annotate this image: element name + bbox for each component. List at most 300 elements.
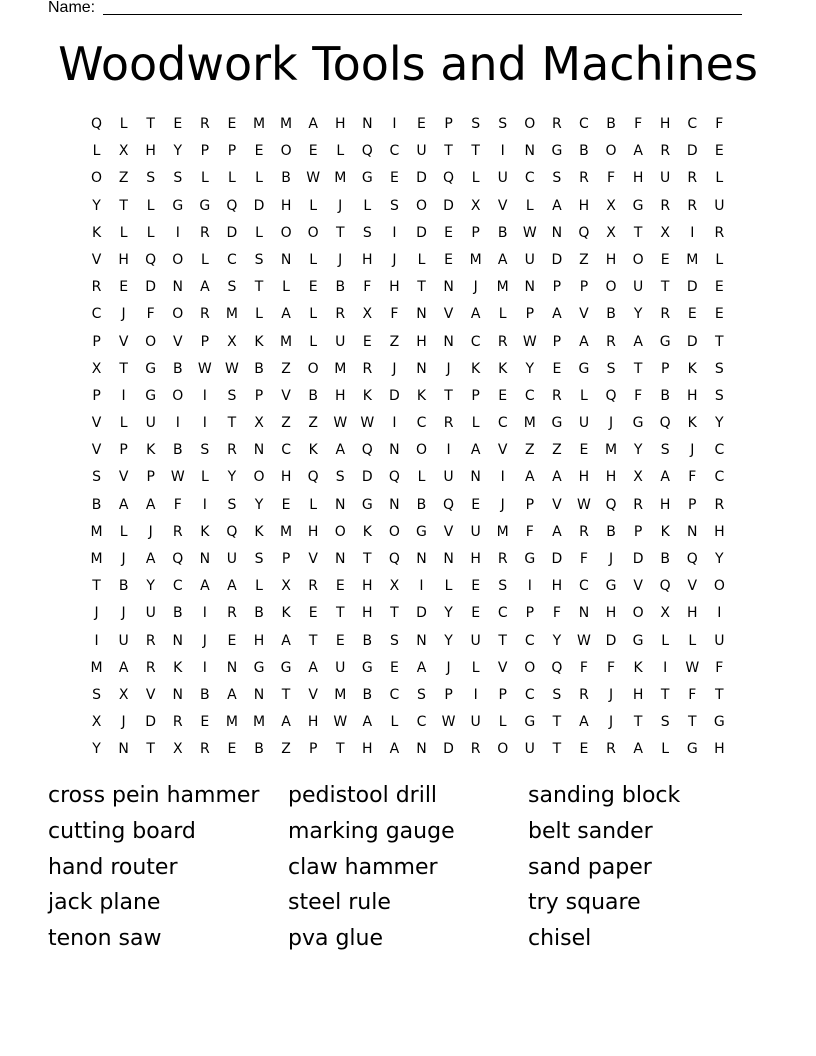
grid-letter: N: [253, 442, 265, 459]
grid-letter: I: [94, 632, 99, 649]
grid-letter: R: [660, 306, 671, 323]
grid-letter: F: [363, 279, 372, 296]
grid-letter: R: [606, 741, 616, 758]
grid-letter: H: [578, 469, 590, 486]
grid-letter: O: [172, 306, 184, 323]
grid-letter: P: [525, 605, 535, 622]
grid-letter: B: [172, 360, 183, 377]
grid-letter: I: [202, 387, 207, 404]
grid-letter: A: [389, 741, 400, 758]
grid-letter: N: [172, 686, 184, 703]
grid-letter: B: [172, 605, 183, 622]
grid-letter: G: [659, 333, 671, 350]
grid-letter: L: [92, 143, 101, 160]
grid-letter: Q: [226, 197, 238, 214]
grid-letter: F: [579, 551, 588, 567]
grid-letter: M: [252, 116, 266, 132]
grid-letter: G: [416, 523, 427, 540]
grid-letter: E: [471, 605, 481, 622]
grid-letter: T: [552, 741, 562, 758]
grid-letter: A: [633, 143, 643, 160]
grid-letter: L: [498, 714, 507, 731]
grid-letter: B: [254, 360, 264, 377]
grid-letter: L: [336, 143, 345, 160]
grid-row: [83, 709, 733, 736]
grid-letter: J: [608, 714, 614, 731]
grid-letter: W: [685, 659, 700, 676]
grid-letter: C: [172, 578, 183, 595]
grid-letter: O: [605, 279, 617, 296]
grid-letter: I: [500, 469, 505, 486]
grid-letter: N: [253, 686, 265, 703]
grid-letter: P: [471, 387, 480, 404]
grid-letter: D: [443, 197, 454, 214]
grid-letter: U: [524, 741, 535, 758]
grid-letter: L: [498, 306, 507, 323]
grid-letter: E: [660, 251, 670, 268]
grid-letter: V: [118, 469, 129, 486]
grid-letter: G: [632, 197, 644, 214]
grid-row: [83, 736, 733, 763]
grid-letter: D: [145, 714, 157, 731]
grid-letter: X: [91, 714, 102, 731]
grid-letter: H: [389, 279, 400, 296]
grid-letter: H: [362, 741, 373, 758]
grid-letter: B: [200, 686, 210, 703]
grid-letter: M: [334, 686, 347, 703]
grid-letter: Z: [281, 360, 291, 377]
grid-letter: B: [118, 578, 129, 595]
grid-letter: K: [173, 659, 183, 676]
grid-letter: Q: [443, 170, 455, 187]
grid-letter: F: [606, 659, 616, 676]
grid-letter: A: [281, 714, 291, 731]
grid-letter: L: [661, 632, 670, 649]
grid-letter: H: [714, 523, 725, 540]
grid-letter: L: [417, 251, 426, 268]
grid-letter: E: [308, 143, 318, 160]
grid-letter: U: [470, 714, 481, 731]
grid-letter: A: [145, 496, 156, 513]
grid-letter: F: [688, 686, 697, 703]
grid-letter: C: [524, 686, 535, 703]
grid-letter: E: [308, 605, 318, 622]
grid-letter: T: [715, 333, 724, 350]
grid-letter: Q: [578, 224, 590, 241]
grid-letter: U: [145, 605, 156, 622]
grid-letter: K: [416, 387, 427, 404]
grid-letter: F: [715, 659, 724, 676]
grid-letter: R: [470, 741, 481, 758]
grid-letter: P: [525, 306, 535, 323]
grid-letter: V: [308, 686, 318, 703]
grid-row: [83, 655, 733, 682]
grid-letter: H: [686, 387, 698, 404]
grid-row: [83, 165, 733, 192]
name-label: Name:: [48, 0, 96, 16]
grid-letter: T: [119, 360, 128, 377]
grid-letter: O: [172, 251, 184, 268]
grid-letter: L: [444, 578, 453, 595]
grid-letter: F: [579, 659, 588, 676]
grid-letter: N: [470, 469, 481, 486]
grid-letter: R: [552, 116, 562, 132]
grid-letter: D: [416, 224, 427, 241]
grid-letter: C: [227, 251, 237, 268]
grid-letter: H: [605, 251, 617, 268]
grid-letter: D: [253, 197, 265, 214]
grid-letter: E: [471, 496, 481, 513]
grid-letter: R: [606, 333, 616, 350]
grid-letter: H: [334, 387, 346, 404]
grid-letter: F: [390, 306, 399, 323]
grid-letter: V: [281, 387, 291, 404]
grid-letter: L: [525, 197, 534, 214]
grid-letter: P: [579, 279, 589, 296]
grid-letter: X: [91, 360, 102, 377]
grid-letter: F: [634, 387, 643, 404]
grid-letter: K: [687, 415, 697, 432]
grid-letter: O: [388, 523, 400, 540]
grid-letter: G: [632, 632, 644, 649]
grid-letter: O: [280, 143, 292, 160]
grid-letter: P: [200, 333, 210, 350]
grid-letter: W: [360, 415, 375, 432]
grid-letter: L: [146, 197, 155, 214]
grid-letter: E: [498, 387, 508, 404]
grid-letter: R: [199, 116, 210, 132]
grid-letter: S: [606, 360, 616, 377]
grid-letter: C: [579, 116, 589, 132]
grid-letter: W: [333, 415, 348, 432]
grid-letter: H: [362, 578, 373, 595]
grid-letter: L: [363, 197, 372, 214]
grid-letter: E: [714, 143, 724, 160]
grid-letter: K: [91, 224, 102, 241]
grid-letter: R: [362, 360, 373, 377]
grid-letter: E: [417, 116, 426, 132]
grid-row: [83, 573, 733, 600]
grid-letter: H: [632, 686, 644, 703]
grid-letter: D: [389, 387, 400, 404]
grid-letter: E: [714, 306, 724, 323]
grid-letter: H: [714, 741, 725, 758]
grid-letter: E: [335, 578, 345, 595]
grid-letter: X: [633, 469, 643, 486]
grid-row: [83, 682, 733, 709]
grid-letter: T: [660, 686, 670, 703]
grid-letter: B: [606, 523, 616, 540]
grid-letter: B: [172, 442, 183, 459]
grid-letter: T: [119, 197, 128, 214]
grid-letter: T: [633, 224, 643, 241]
grid-letter: R: [552, 387, 562, 404]
grid-letter: Y: [633, 306, 643, 323]
grid-letter: H: [280, 469, 292, 486]
grid-letter: P: [227, 143, 237, 160]
grid-letter: Q: [605, 496, 617, 513]
grid-letter: N: [416, 551, 427, 567]
grid-letter: V: [497, 659, 508, 676]
grid-letter: N: [280, 251, 292, 268]
grid-letter: Z: [308, 415, 318, 432]
grid-letter: G: [524, 551, 536, 567]
grid-letter: T: [146, 116, 155, 132]
grid-letter: L: [200, 469, 209, 486]
grid-letter: R: [335, 306, 346, 323]
grid-letter: P: [92, 387, 101, 404]
grid-letter: T: [335, 605, 345, 622]
grid-letter: K: [146, 442, 156, 459]
grid-letter: U: [714, 632, 725, 649]
grid-letter: Q: [172, 551, 184, 567]
grid-letter: D: [605, 632, 617, 649]
grid-letter: A: [227, 686, 237, 703]
grid-letter: Y: [552, 632, 562, 649]
grid-letter: P: [200, 143, 210, 160]
word-list-item: pva glue: [288, 926, 384, 952]
grid-letter: H: [416, 333, 427, 350]
grid-letter: L: [309, 306, 318, 323]
grid-letter: M: [523, 415, 536, 432]
grid-letter: E: [335, 632, 345, 649]
grid-letter: Z: [524, 442, 535, 459]
grid-letter: O: [415, 197, 427, 214]
grid-letter: V: [91, 442, 102, 459]
grid-row: [83, 546, 733, 573]
grid-letter: G: [578, 360, 590, 377]
word-list-item: pedistool drill: [288, 783, 438, 808]
grid-letter: F: [146, 306, 155, 323]
word-list-item: sand paper: [528, 854, 652, 880]
grid-letter: T: [444, 387, 453, 404]
grid-letter: N: [362, 116, 373, 132]
grid-letter: P: [146, 469, 155, 486]
word-list-item: cutting board: [48, 818, 196, 844]
grid-letter: N: [172, 279, 184, 296]
grid-letter: B: [606, 306, 616, 323]
grid-letter: A: [145, 551, 156, 567]
grid-letter: E: [389, 170, 399, 187]
grid-letter: J: [202, 632, 207, 649]
grid-row: [83, 492, 733, 519]
grid-letter: S: [173, 170, 183, 187]
grid-letter: O: [307, 360, 319, 377]
grid-letter: T: [633, 360, 643, 377]
grid-letter: A: [200, 279, 210, 296]
grid-letter: C: [389, 686, 400, 703]
grid-letter: C: [714, 442, 725, 459]
grid-letter: L: [417, 469, 426, 486]
grid-letter: E: [579, 442, 589, 459]
grid-letter: L: [580, 387, 588, 404]
grid-letter: U: [470, 523, 481, 540]
grid-letter: T: [335, 741, 345, 758]
word-list-item: jack plane: [48, 890, 161, 916]
grid-row: [83, 193, 733, 220]
grid-letter: A: [579, 714, 589, 731]
grid-letter: N: [551, 224, 563, 241]
grid-letter: D: [632, 551, 644, 567]
grid-letter: S: [389, 197, 399, 214]
grid-letter: I: [473, 686, 478, 703]
grid-letter: M: [496, 279, 509, 296]
grid-letter: S: [714, 360, 724, 377]
name-underline: [103, 14, 742, 15]
grid-row: [83, 301, 733, 328]
grid-row: [83, 274, 733, 301]
grid-letter: M: [90, 523, 103, 540]
grid-letter: D: [686, 279, 698, 296]
grid-letter: W: [522, 333, 537, 350]
grid-letter: H: [307, 714, 319, 731]
grid-letter: J: [500, 496, 505, 513]
grid-letter: S: [660, 714, 670, 731]
grid-letter: V: [145, 686, 156, 703]
grid-letter: R: [227, 605, 237, 622]
grid-letter: L: [661, 741, 670, 758]
grid-letter: E: [579, 741, 589, 758]
grid-letter: K: [633, 659, 643, 676]
grid-letter: X: [227, 333, 237, 350]
grid-letter: K: [471, 360, 481, 377]
grid-letter: E: [254, 143, 264, 160]
grid-letter: E: [119, 279, 129, 296]
grid-letter: A: [281, 306, 291, 323]
grid-letter: P: [471, 224, 480, 241]
grid-letter: S: [660, 442, 670, 459]
grid-row: [83, 519, 733, 546]
grid-letter: I: [121, 387, 126, 404]
grid-letter: R: [714, 496, 725, 513]
grid-letter: C: [281, 442, 291, 459]
grid-letter: X: [281, 578, 291, 595]
grid-letter: V: [552, 496, 562, 513]
grid-letter: U: [470, 632, 481, 649]
grid-letter: S: [335, 469, 345, 486]
grid-letter: M: [90, 551, 103, 567]
grid-letter: K: [308, 442, 318, 459]
grid-letter: U: [497, 170, 508, 187]
grid-letter: F: [715, 116, 724, 132]
grid-letter: B: [281, 170, 291, 187]
grid-letter: C: [714, 469, 725, 486]
grid-letter: V: [443, 306, 454, 323]
grid-letter: P: [552, 279, 562, 296]
grid-letter: Q: [388, 469, 400, 486]
grid-letter: A: [308, 659, 318, 676]
grid-letter: U: [660, 170, 671, 187]
grid-letter: R: [660, 143, 671, 160]
grid-letter: S: [552, 686, 562, 703]
grid-letter: L: [471, 415, 480, 432]
grid-letter: E: [227, 632, 237, 649]
grid-letter: B: [660, 387, 670, 404]
grid-letter: G: [145, 360, 157, 377]
grid-letter: L: [390, 714, 399, 731]
grid-letter: K: [281, 605, 291, 622]
grid-letter: Q: [361, 143, 373, 160]
grid-letter: C: [497, 415, 508, 432]
grid-letter: N: [389, 496, 400, 513]
grid-letter: D: [416, 605, 427, 622]
word-list: [48, 778, 768, 957]
grid-letter: J: [446, 659, 451, 676]
grid-letter: S: [498, 116, 508, 132]
grid-letter: S: [200, 442, 210, 459]
grid-letter: U: [443, 469, 454, 486]
grid-letter: A: [552, 469, 562, 486]
grid-letter: W: [577, 496, 591, 513]
grid-letter: Y: [146, 578, 155, 595]
grid-letter: M: [604, 442, 618, 459]
grid-letter: L: [119, 224, 128, 241]
grid-letter: H: [145, 143, 156, 160]
grid-letter: O: [91, 170, 103, 187]
grid-letter: T: [715, 686, 724, 703]
grid-letter: W: [577, 632, 591, 649]
grid-row: [83, 437, 733, 464]
grid-letter: N: [578, 605, 590, 622]
grid-letter: B: [254, 741, 264, 758]
grid-row: [83, 383, 733, 410]
grid-letter: O: [415, 442, 427, 459]
word-list-item: claw hammer: [288, 854, 438, 880]
grid-letter: E: [444, 224, 453, 241]
grid-letter: L: [255, 306, 263, 323]
grid-letter: A: [552, 197, 562, 214]
grid-letter: E: [552, 360, 562, 377]
grid-letter: P: [92, 333, 101, 350]
grid-letter: T: [390, 605, 399, 622]
grid-letter: A: [118, 496, 129, 513]
grid-letter: I: [202, 415, 207, 432]
grid-letter: B: [91, 496, 102, 513]
grid-letter: G: [280, 659, 292, 676]
grid-letter: J: [338, 197, 343, 214]
grid-letter: J: [94, 605, 99, 622]
grid-letter: D: [551, 551, 563, 567]
grid-letter: O: [605, 143, 617, 160]
word-list-item: steel rule: [288, 890, 391, 916]
grid-letter: B: [606, 116, 616, 132]
grid-letter: L: [309, 197, 318, 214]
grid-letter: P: [633, 523, 643, 540]
grid-letter: P: [660, 360, 670, 377]
grid-letter: L: [119, 523, 128, 540]
grid-letter: A: [200, 578, 210, 595]
grid-letter: M: [280, 333, 293, 350]
grid-letter: T: [498, 632, 507, 649]
grid-letter: V: [443, 523, 454, 540]
grid-letter: X: [362, 306, 373, 323]
grid-letter: B: [416, 496, 427, 513]
grid-letter: C: [497, 605, 508, 622]
grid-letter: R: [579, 523, 589, 540]
grid-letter: X: [660, 605, 670, 622]
grid-letter: L: [146, 224, 155, 241]
word-list-item: tenon saw: [48, 926, 162, 952]
grid-letter: C: [524, 387, 535, 404]
grid-letter: Y: [715, 551, 724, 567]
grid-letter: D: [226, 224, 238, 241]
grid-letter: K: [498, 360, 508, 377]
grid-letter: E: [389, 659, 399, 676]
grid-letter: M: [225, 306, 238, 323]
grid-letter: V: [497, 442, 508, 459]
grid-letter: G: [713, 714, 725, 731]
grid-letter: E: [444, 251, 453, 268]
